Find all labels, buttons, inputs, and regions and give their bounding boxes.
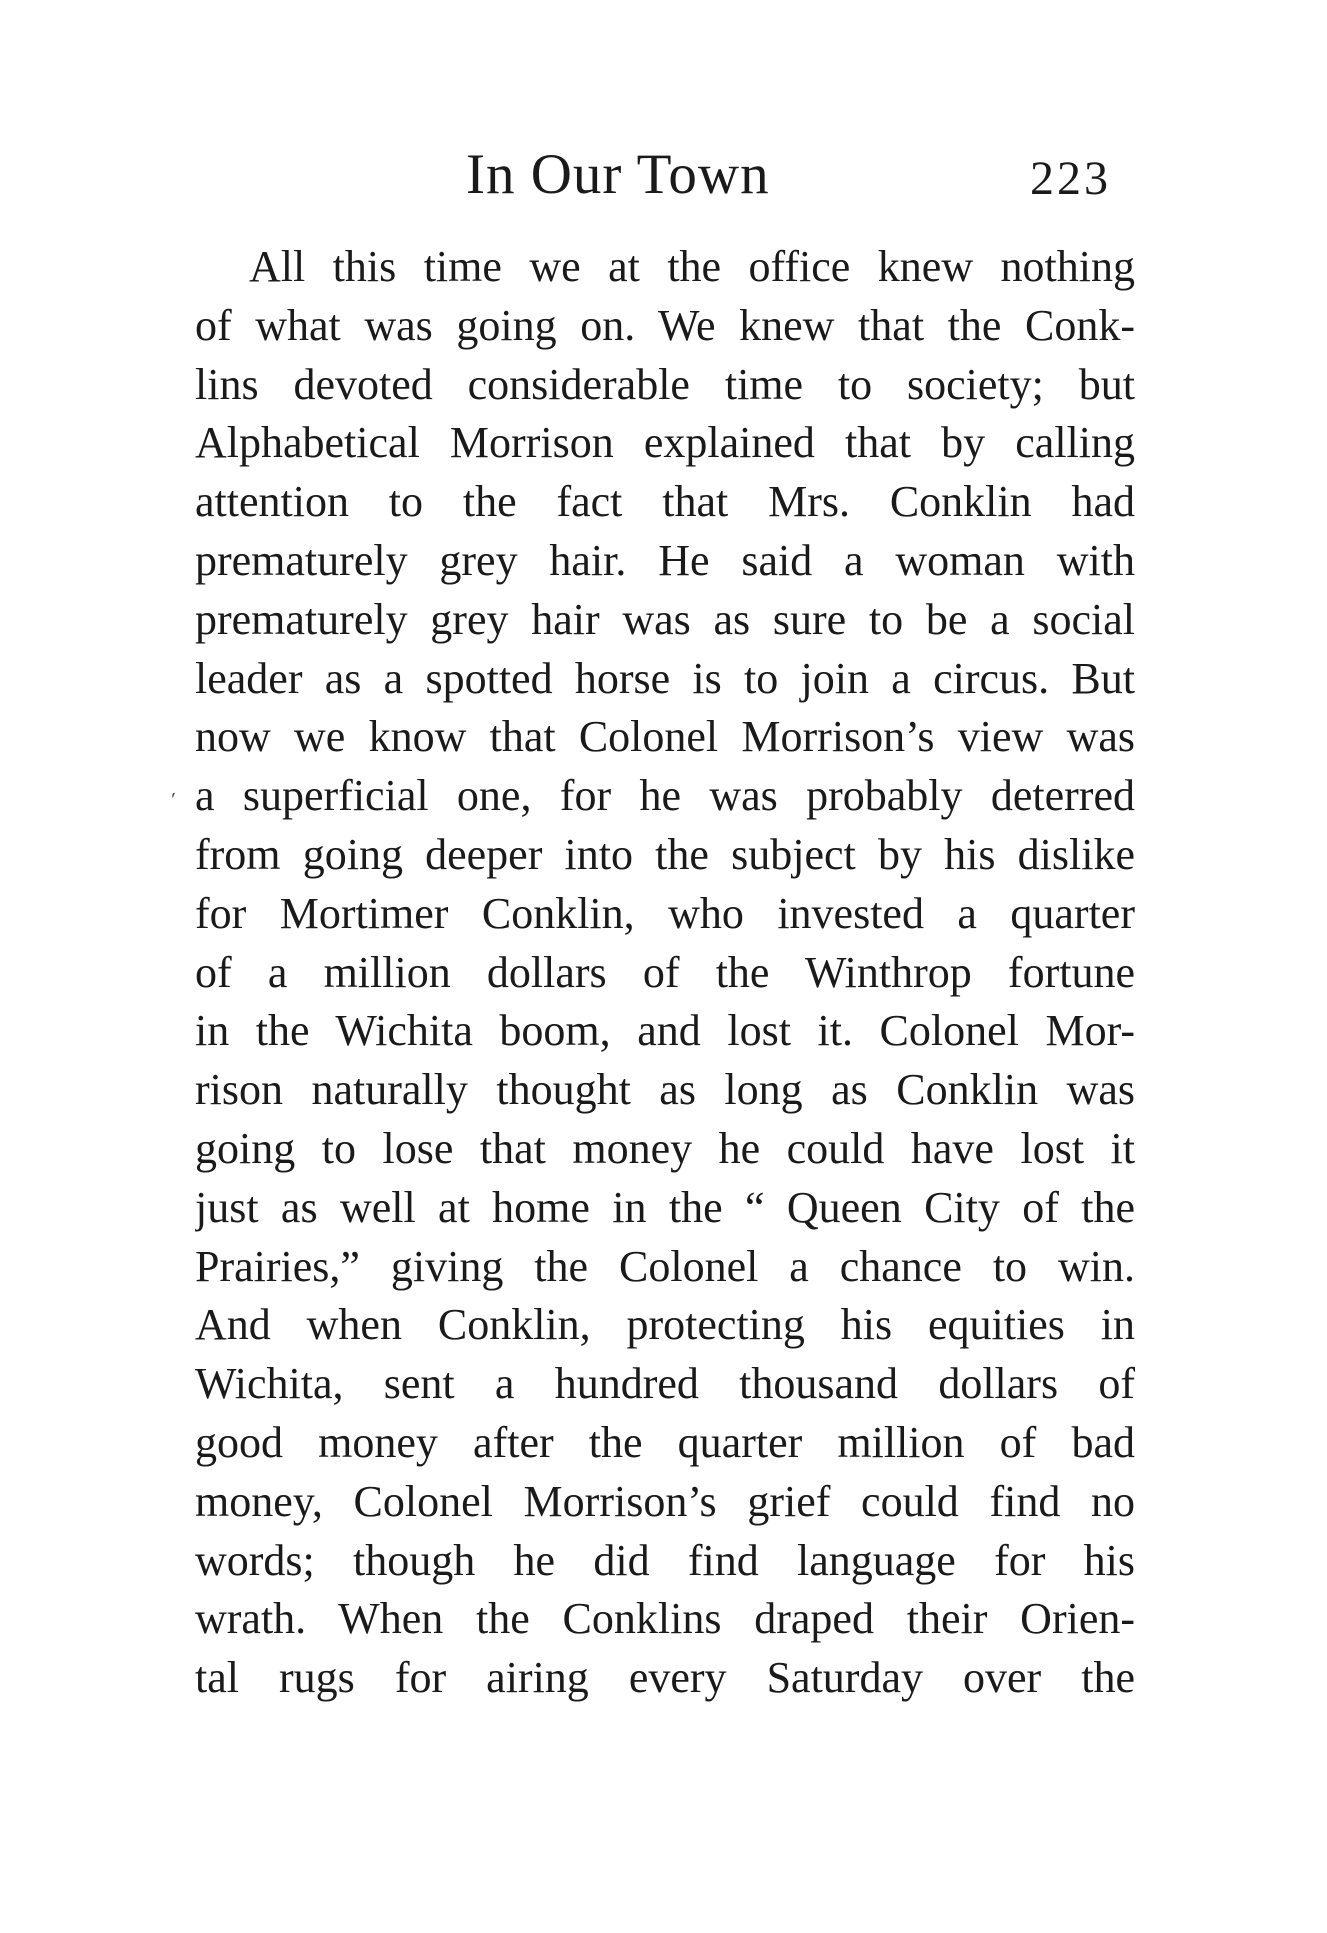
text-line: for Mortimer Conklin, who invested a quarter <box>195 888 1135 938</box>
text-line: Prairies,” giving the Colonel a chance to win. <box>195 1241 1135 1291</box>
text-line: money, Colonel Morrison’s grief could find no <box>195 1476 1135 1526</box>
text-line: Alphabetical Morrison explained that by calling <box>195 418 1135 468</box>
text-line: just as well at home in the “ Queen City of the <box>195 1182 1135 1232</box>
text-line: going to lose that money he could have lost it <box>195 1123 1135 1173</box>
text-line: now we know that Colonel Morrison’s view was <box>195 712 1135 762</box>
text-line: All this time we at the office knew nothing <box>249 242 1135 291</box>
text-line: prematurely grey hair. He said a woman with <box>195 535 1135 585</box>
text-line: a superficial one, for he was probably deterred <box>195 771 1135 821</box>
text-line: prematurely grey hair was as sure to be a social <box>195 594 1135 644</box>
margin-mark: ´ <box>166 787 186 814</box>
body-text <box>195 238 1135 1708</box>
text-line: of what was going on. We knew that the Conk- <box>195 300 1135 350</box>
text-line: rison naturally thought as long as Conklin was <box>195 1065 1135 1115</box>
running-title: In Our Town <box>466 143 770 206</box>
text-line: lins devoted considerable time to society; but <box>195 359 1135 409</box>
text-line: good money after the quarter million of bad <box>195 1417 1135 1467</box>
text-line: tal rugs for airing every Saturday over the <box>195 1653 1135 1703</box>
text-line: leader as a spotted horse is to join a circus. But <box>195 653 1135 703</box>
running-head <box>0 140 1327 210</box>
text-line: Wichita, sent a hundred thousand dollars of <box>195 1359 1135 1409</box>
text-line: And when Conklin, protecting his equities in <box>195 1300 1135 1350</box>
text-line: words; though he did find language for his <box>195 1535 1135 1585</box>
text-line: attention to the fact that Mrs. Conklin had <box>195 477 1135 527</box>
text-line: in the Wichita boom, and lost it. Colonel Mor- <box>195 1006 1135 1056</box>
text-line: wrath. When the Conklins draped their Orien- <box>195 1594 1135 1644</box>
page-number: 223 <box>1030 152 1111 205</box>
text-line: of a million dollars of the Winthrop fortune <box>195 947 1135 997</box>
text-line: from going deeper into the subject by his dislike <box>195 829 1135 879</box>
